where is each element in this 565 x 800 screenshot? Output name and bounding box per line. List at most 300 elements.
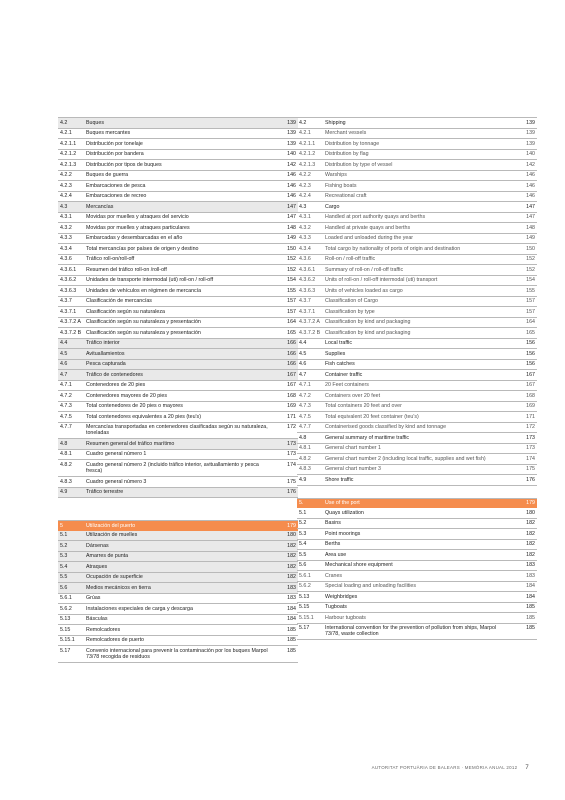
entry-number: 4.3.1 [299, 214, 311, 221]
entry-page: 150 [526, 245, 535, 252]
entry-page: 152 [526, 266, 535, 273]
entry-number: 4.2.1.2 [60, 151, 77, 158]
entry-title: Distribución por tonelaje [86, 140, 143, 147]
index-entry [58, 339, 298, 350]
entry-number: 5.13 [299, 593, 310, 600]
index-entry [58, 360, 298, 371]
entry-title: Movidas por muelles y atraques particulares [86, 224, 190, 231]
entry-title: Units of vehicles loaded as cargo [325, 287, 403, 294]
entry-title: Cuadro general número 1 [86, 451, 147, 458]
entry-title: Buques mercantes [86, 130, 131, 137]
entry-page: 157 [526, 308, 535, 315]
entry-title: Handled at port authority quays and berths [325, 214, 426, 221]
entry-title: Buques [86, 119, 104, 126]
entry-page: 167 [287, 382, 296, 389]
entry-page: 172 [287, 424, 296, 431]
entry-number: 5.5 [60, 574, 68, 581]
index-entry [58, 562, 298, 573]
entry-title: Area use [325, 551, 347, 558]
index-entry [58, 244, 298, 255]
entry-number: 4.4 [299, 340, 307, 347]
index-entry [58, 520, 298, 531]
entry-number: 4.8.1 [60, 451, 72, 458]
entry-number: 4.7.7 [299, 424, 311, 431]
index-entry [297, 171, 537, 182]
entry-page: 180 [287, 532, 296, 539]
english-section-4-list [297, 117, 537, 486]
entry-page: 147 [287, 203, 296, 210]
index-entry [297, 139, 537, 150]
entry-title: General chart number 2 (including local traffic, supplies and wet fish) [325, 455, 486, 462]
entry-number: 5.13 [60, 616, 71, 623]
index-entry [58, 636, 298, 647]
entry-page: 157 [526, 298, 535, 305]
entry-number: 4.3.6.3 [60, 287, 77, 294]
entry-title: Merchant vessels [325, 130, 367, 137]
entry-page: 142 [526, 161, 535, 168]
entry-title: Basins [325, 520, 341, 527]
index-entry [58, 552, 298, 563]
entry-number: 4.3.2 [299, 224, 311, 231]
entry-number: 4.3.6.1 [60, 266, 77, 273]
index-entry [58, 234, 298, 245]
entry-title: Summary of roll-on / roll-off traffic [325, 266, 404, 273]
entry-number: 4.2 [60, 119, 68, 126]
entry-page: 139 [526, 119, 535, 126]
entry-number: 4.3.6 [60, 256, 72, 263]
entry-number: 4.7.5 [60, 413, 72, 420]
entry-number: 5.5 [299, 551, 307, 558]
entry-page: 174 [287, 461, 296, 468]
entry-page: 142 [287, 161, 296, 168]
index-entry [297, 529, 537, 540]
index-entry [58, 192, 298, 203]
entry-page: 150 [287, 245, 296, 252]
entry-page: 184 [526, 583, 535, 590]
index-entry [58, 604, 298, 615]
entry-page: 146 [526, 193, 535, 200]
entry-number: 5.6 [60, 584, 68, 591]
entry-title: Movidas por muelles y atraques del servicio [86, 214, 189, 221]
entry-number: 5.6.2 [60, 605, 72, 612]
entry-page: 147 [526, 214, 535, 221]
entry-page: 182 [287, 563, 296, 570]
entry-number: 4.7 [60, 371, 68, 378]
entry-title: Unidades de transporte intermodal (uti) roll-on / roll-off [86, 277, 214, 284]
index-entry [58, 265, 298, 276]
english-index-column [297, 117, 537, 640]
entry-page: 169 [287, 403, 296, 410]
footer-text: AUTORITAT PORTUÀRIA DE BALEARS · MEMÒRIA ANUAL 2012 [371, 765, 518, 770]
entry-number: 4.7.5 [299, 413, 311, 420]
entry-number: 4.3 [299, 203, 307, 210]
entry-title: Mechanical shore equipment [325, 562, 393, 569]
entry-title: Distribución por bandera [86, 151, 144, 158]
entry-page: 146 [526, 172, 535, 179]
entry-number: 5.4 [299, 541, 307, 548]
entry-title: Convenio internacional para prevenir la contaminación por los buques Marpol 73/78 recogida de residuos [86, 647, 268, 661]
entry-number: 5.6.2 [299, 583, 311, 590]
entry-title: Atraques [86, 563, 108, 570]
entry-number: 4.3.6.1 [299, 266, 316, 273]
index-entry [297, 181, 537, 192]
entry-page: 185 [526, 625, 535, 632]
entry-title: Harbour tugboats [325, 614, 366, 621]
index-entry [58, 423, 298, 440]
entry-title: Clasificación de mercancías [86, 298, 152, 305]
entry-number: 4.2.2 [299, 172, 311, 179]
entry-page: 147 [526, 203, 535, 210]
entry-page: 146 [287, 182, 296, 189]
index-entry [297, 244, 537, 255]
entry-number: 4.4 [60, 340, 68, 347]
entry-title: Containerised goods classified by kind and tonnage [325, 424, 447, 431]
entry-title: International convention for the prevention of pollution from ships, Marpol 73/78, waste collection [325, 625, 497, 638]
entry-title: Remolcadores [86, 626, 121, 633]
entry-title: 20 Feet containers [325, 382, 369, 389]
entry-number: 4.8.1 [299, 445, 311, 452]
index-entry [297, 160, 537, 171]
entry-page: 148 [526, 224, 535, 231]
entry-title: Amarres de punta [86, 553, 129, 560]
entry-page: 182 [526, 530, 535, 537]
index-entry [297, 423, 537, 434]
entry-page: 140 [526, 151, 535, 158]
entry-title: Básculas [86, 616, 108, 623]
entry-page: 139 [526, 140, 535, 147]
entry-title: Total contenedores de 20 pies o mayores [86, 403, 183, 410]
entry-number: 4.7.1 [299, 382, 311, 389]
index-entry [58, 402, 298, 413]
page-number: 7 [525, 765, 529, 771]
entry-page: 154 [287, 277, 296, 284]
entry-number: 5.15.1 [299, 614, 314, 621]
index-entry [58, 541, 298, 552]
entry-page: 155 [287, 287, 296, 294]
entry-page: 139 [526, 130, 535, 137]
entry-number: 4.3.7.2 A [299, 319, 320, 326]
entry-number: 4.7.1 [60, 382, 72, 389]
entry-page: 185 [287, 637, 296, 644]
entry-title: Total cargo by nationality of ports of origin and destination [325, 245, 461, 252]
entry-page: 174 [526, 455, 535, 462]
entry-page: 167 [287, 371, 296, 378]
entry-title: Cuadro general número 3 [86, 478, 147, 485]
entry-page: 173 [287, 451, 296, 458]
entry-page: 182 [526, 551, 535, 558]
index-entry [297, 582, 537, 593]
entry-title: General summary of maritime traffic [325, 434, 410, 441]
entry-page: 175 [287, 478, 296, 485]
entry-number: 4.7.7 [60, 424, 72, 431]
index-entry [297, 339, 537, 350]
index-entry [58, 450, 298, 461]
entry-title: General chart number 1 [325, 445, 381, 452]
entry-title: Fish catches [325, 361, 355, 368]
entry-number: 5.1 [299, 509, 307, 516]
entry-title: Tráfico roll-on/roll-off [86, 256, 135, 263]
index-entry [297, 519, 537, 530]
entry-page: 149 [287, 235, 296, 242]
entry-title: Berths [325, 541, 341, 548]
index-entry [58, 286, 298, 297]
entry-number: 5.15.1 [60, 637, 75, 644]
index-entry [297, 360, 537, 371]
entry-title: Classification by kind and packaging [325, 319, 411, 326]
entry-title: Quays utilization [325, 509, 364, 516]
entry-page: 169 [526, 403, 535, 410]
entry-page: 182 [287, 574, 296, 581]
entry-page: 182 [287, 542, 296, 549]
index-entry [58, 150, 298, 161]
entry-page: 152 [287, 266, 296, 273]
entry-title: Buques de guerra [86, 172, 129, 179]
entry-title: Fishing boats [325, 182, 357, 189]
index-entry [58, 297, 298, 308]
entry-number: 4.2.4 [60, 193, 72, 200]
index-entry [297, 265, 537, 276]
index-entry [297, 381, 537, 392]
entry-number: 4.7.3 [299, 403, 311, 410]
entry-title: Dársenas [86, 542, 109, 549]
index-entry [297, 540, 537, 551]
entry-number: 5.17 [299, 625, 310, 632]
entry-number: 4.2.4 [299, 193, 311, 200]
entry-page: 183 [526, 562, 535, 569]
entry-title: Remolcadores de puerto [86, 637, 145, 644]
entry-page: 140 [287, 151, 296, 158]
index-entry [297, 370, 537, 381]
index-entry [297, 307, 537, 318]
entry-page: 184 [287, 605, 296, 612]
index-entry [58, 615, 298, 626]
index-entry [297, 444, 537, 455]
entry-number: 4.2.1.1 [299, 140, 316, 147]
entry-number: 4.6 [299, 361, 307, 368]
entry-title: Warships [325, 172, 347, 179]
index-entry [297, 117, 537, 129]
entry-title: Unidades de vehículos en régimen de mercancía [86, 287, 202, 294]
entry-page: 139 [287, 140, 296, 147]
entry-title: Containers over 20 feet [325, 392, 381, 399]
index-entry [58, 276, 298, 287]
entry-number: 4.6 [60, 361, 68, 368]
index-entry [58, 223, 298, 234]
entry-number: 5.6.1 [60, 595, 72, 602]
entry-number: 4.3.1 [60, 214, 72, 221]
entry-title: Shore traffic [325, 476, 354, 483]
entry-title: Embarcadas y desembarcadas en el año [86, 235, 183, 242]
entry-title: Contenedores mayores de 20 pies [86, 392, 167, 399]
entry-page: 167 [526, 371, 535, 378]
index-entry [297, 255, 537, 266]
entry-page: 156 [526, 361, 535, 368]
entry-number: 4.3.7.1 [60, 308, 77, 315]
entry-page: 166 [287, 361, 296, 368]
index-entry [297, 150, 537, 161]
index-entry [297, 613, 537, 624]
entry-page: 180 [526, 509, 535, 516]
index-entry [58, 488, 298, 499]
entry-title: Container traffic [325, 371, 363, 378]
index-entry [58, 370, 298, 381]
entry-number: 5.4 [60, 563, 68, 570]
index-entry [58, 439, 298, 450]
entry-page: 155 [526, 287, 535, 294]
entry-title: Tráfico interior [86, 340, 120, 347]
index-entry [297, 561, 537, 572]
index-entry [297, 498, 537, 509]
index-entry [297, 234, 537, 245]
index-entry [297, 202, 537, 213]
entry-title: Resumen general del tráfico marítimo [86, 440, 175, 447]
index-entry [297, 213, 537, 224]
entry-number: 5.15 [299, 604, 310, 611]
index-entry [58, 117, 298, 129]
index-entry [58, 583, 298, 594]
entry-page: 154 [526, 277, 535, 284]
entry-page: 166 [287, 350, 296, 357]
index-entry [297, 571, 537, 582]
entry-number: 4.3.2 [60, 224, 72, 231]
entry-number: 5.3 [299, 530, 307, 537]
entry-title: Units of roll-on / roll-off intermodal (uti) transport [325, 277, 438, 284]
index-entry [297, 318, 537, 329]
entry-page: 182 [287, 553, 296, 560]
index-entry [297, 402, 537, 413]
entry-title: Avituallamientos [86, 350, 125, 357]
entry-title: Clasificación según su naturaleza y presentación [86, 329, 201, 336]
entry-number: 4.9 [299, 476, 307, 483]
entry-title: Ocupación de superficie [86, 574, 143, 581]
entry-title: Tráfico terrestre [86, 489, 124, 496]
index-entry [58, 594, 298, 605]
index-entry [297, 328, 537, 339]
entry-title: Special loading and unloading facilities [325, 583, 416, 590]
entry-page: 157 [287, 308, 296, 315]
entry-title: Utilización de muelles [86, 532, 138, 539]
entry-number: 5 [60, 522, 63, 529]
page-footer [372, 765, 529, 771]
entry-number: 5.2 [60, 542, 68, 549]
entry-title: Resumen del tráfico roll-on /roll-off [86, 266, 167, 273]
entry-title: Point moorings [325, 530, 361, 537]
entry-page: 184 [287, 616, 296, 623]
entry-number: 4.8 [60, 440, 68, 447]
entry-title: Medios mecánicos en tierra [86, 584, 151, 591]
entry-page: 185 [287, 647, 296, 654]
entry-page: 146 [287, 193, 296, 200]
entry-page: 166 [287, 340, 296, 347]
index-entry [58, 460, 298, 477]
entry-title: Contenedores de 20 pies [86, 382, 146, 389]
entry-number: 5.17 [60, 647, 71, 654]
entry-number: 5.6.1 [299, 572, 311, 579]
entry-title: Total mercancías por países de origen y destino [86, 245, 199, 252]
index-entry [297, 433, 537, 444]
entry-page: 173 [526, 434, 535, 441]
entry-title: Distribución por tipos de buques [86, 161, 162, 168]
entry-page: 183 [287, 584, 296, 591]
entry-number: 5.15 [60, 626, 71, 633]
entry-title: Local traffic [325, 340, 352, 347]
entry-number: 4.3.4 [299, 245, 311, 252]
entry-number: 4.8.2 [60, 461, 72, 468]
entry-page: 176 [526, 476, 535, 483]
entry-number: 4.7.2 [60, 392, 72, 399]
entry-number: 4.2.1 [60, 130, 72, 137]
index-entry [58, 646, 298, 663]
entry-page: 146 [526, 182, 535, 189]
index-entry [297, 276, 537, 287]
entry-number: 4.2.1.3 [299, 161, 316, 168]
entry-page: 156 [526, 340, 535, 347]
entry-page: 171 [287, 413, 296, 420]
spanish-index-column [58, 117, 298, 663]
entry-number: 4.7.2 [299, 392, 311, 399]
entry-title: Clasificación según su naturaleza [86, 308, 165, 315]
entry-number: 4.3.7.1 [299, 308, 316, 315]
entry-number: 4.7 [299, 371, 307, 378]
entry-page: 165 [526, 329, 535, 336]
entry-title: Embarcaciones de recreo [86, 193, 147, 200]
entry-page: 183 [287, 595, 296, 602]
entry-title: Supplies [325, 350, 346, 357]
entry-title: Cargo [325, 203, 340, 210]
entry-number: 4.3.7 [60, 298, 72, 305]
entry-number: 4.3.3 [299, 235, 311, 242]
entry-page: 176 [287, 489, 296, 496]
index-entry [58, 139, 298, 150]
entry-page: 148 [287, 224, 296, 231]
entry-title: Total equivalent 20 feet container (teu's) [325, 413, 419, 420]
entry-number: 4.3.7 [299, 298, 311, 305]
entry-title: Utilización del puerto [86, 522, 136, 529]
entry-number: 5.3 [60, 553, 68, 560]
entry-title: Shipping [325, 119, 346, 126]
entry-number: 4.9 [60, 489, 68, 496]
entry-page: 185 [287, 626, 296, 633]
entry-page: 179 [287, 522, 296, 529]
index-entry [58, 381, 298, 392]
index-entry [58, 129, 298, 140]
index-entry [297, 624, 537, 641]
entry-page: 185 [526, 604, 535, 611]
index-entry [297, 603, 537, 614]
index-entry [58, 171, 298, 182]
entry-page: 182 [526, 520, 535, 527]
entry-page: 146 [287, 172, 296, 179]
entry-page: 139 [287, 119, 296, 126]
index-entry [58, 307, 298, 318]
index-entry [58, 625, 298, 636]
entry-number: 4.3.6.3 [299, 287, 316, 294]
entry-number: 4.8.3 [299, 466, 311, 473]
entry-number: 4.3.7.2 A [60, 319, 81, 326]
entry-title: Recreational craft [325, 193, 367, 200]
entry-title: Distribution by type of vessel [325, 161, 393, 168]
entry-title: Instalaciones especiales de carga y descarga [86, 605, 193, 612]
entry-page: 157 [287, 298, 296, 305]
index-entry [297, 286, 537, 297]
entry-number: 4.8 [299, 434, 307, 441]
index-entry [58, 349, 298, 360]
index-entry [297, 391, 537, 402]
entry-page: 183 [526, 572, 535, 579]
entry-number: 4.2.3 [60, 182, 72, 189]
index-entry [297, 297, 537, 308]
index-entry [58, 160, 298, 171]
